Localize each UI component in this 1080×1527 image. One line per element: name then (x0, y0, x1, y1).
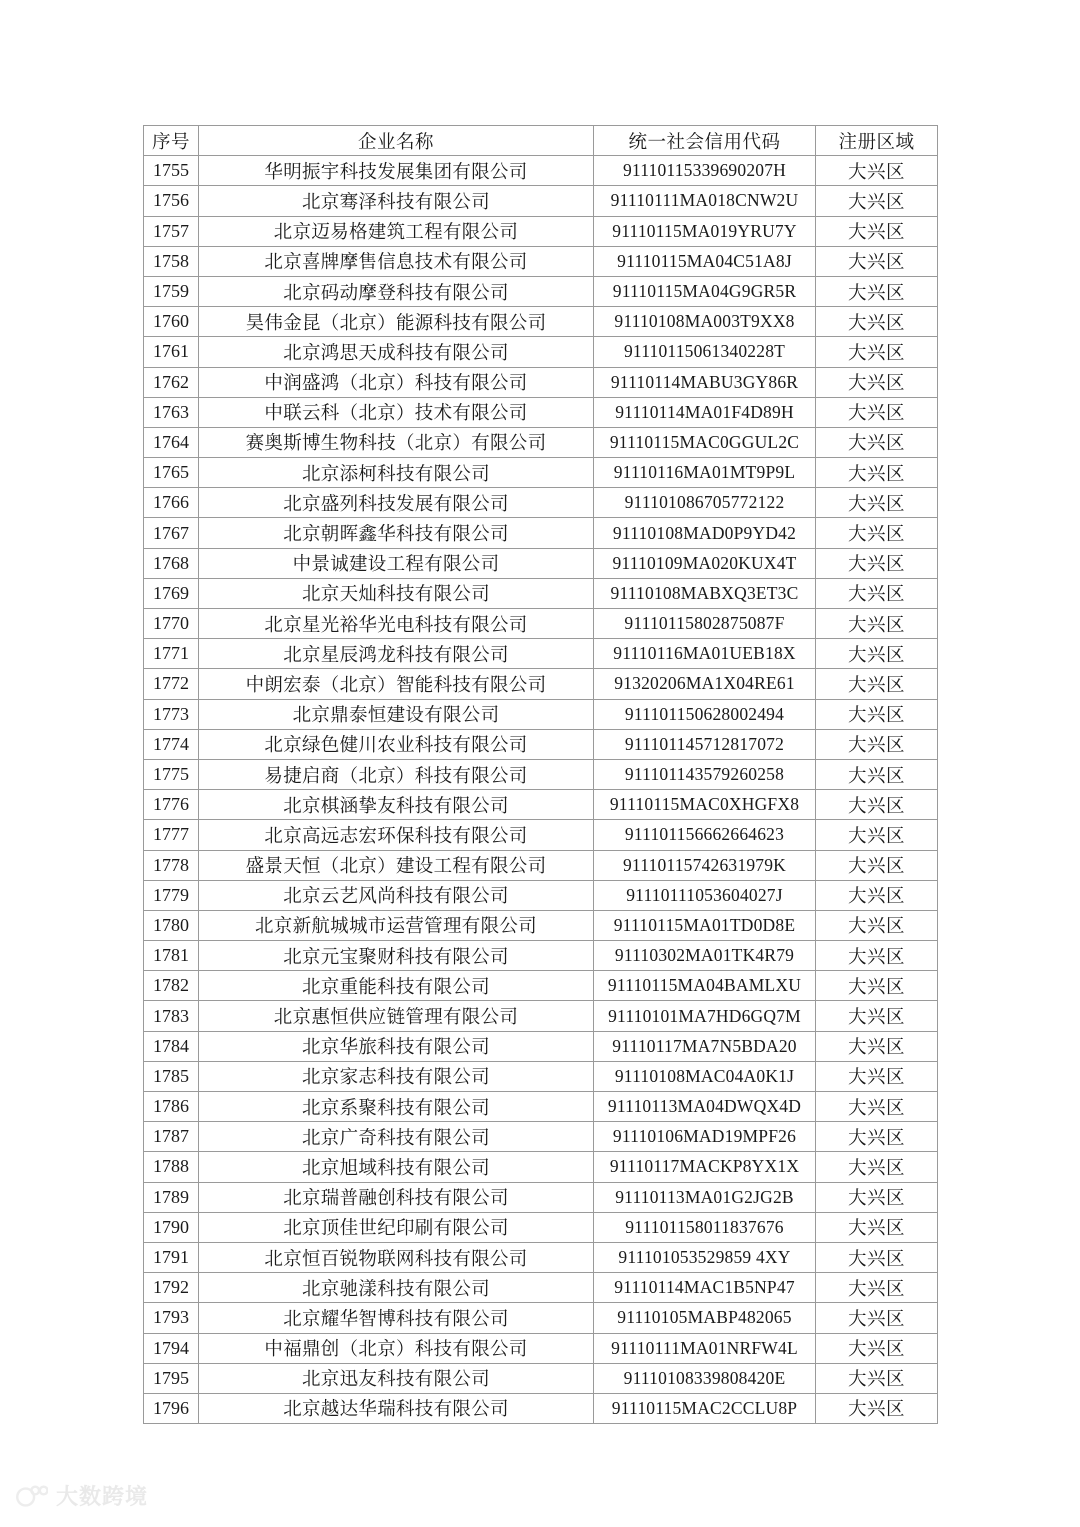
cell-credit-code: 91110105MABP482065 (594, 1303, 816, 1333)
cell-index: 1794 (144, 1333, 199, 1363)
column-header-name: 企业名称 (199, 126, 594, 156)
table-row (144, 397, 938, 427)
cell-enterprise-name: 中景诚建设工程有限公司 (199, 548, 594, 578)
table-row (144, 458, 938, 488)
cell-region: 大兴区 (816, 518, 938, 548)
cell-region: 大兴区 (816, 699, 938, 729)
cell-region: 大兴区 (816, 609, 938, 639)
cell-region: 大兴区 (816, 1061, 938, 1091)
table-body (144, 156, 938, 1424)
table-row (144, 307, 938, 337)
cell-index: 1770 (144, 609, 199, 639)
table-row (144, 609, 938, 639)
cell-index: 1782 (144, 971, 199, 1001)
dashu-logo-icon (14, 1484, 48, 1510)
cell-index: 1790 (144, 1212, 199, 1242)
cell-region: 大兴区 (816, 880, 938, 910)
cell-index: 1773 (144, 699, 199, 729)
cell-index: 1774 (144, 729, 199, 759)
table-row (144, 1182, 938, 1212)
cell-credit-code: 91110108MAC04A0K1J (594, 1061, 816, 1091)
cell-index: 1779 (144, 880, 199, 910)
cell-enterprise-name: 北京重能科技有限公司 (199, 971, 594, 1001)
cell-index: 1761 (144, 337, 199, 367)
cell-index: 1786 (144, 1092, 199, 1122)
table-row (144, 186, 938, 216)
cell-region: 大兴区 (816, 1152, 938, 1182)
cell-region: 大兴区 (816, 1363, 938, 1393)
cell-enterprise-name: 北京高远志宏环保科技有限公司 (199, 820, 594, 850)
cell-credit-code: 91110114MAC1B5NP47 (594, 1273, 816, 1303)
cell-region: 大兴区 (816, 367, 938, 397)
table-row (144, 1303, 938, 1333)
cell-enterprise-name: 北京鸿思天成科技有限公司 (199, 337, 594, 367)
cell-index: 1771 (144, 639, 199, 669)
table-row (144, 1152, 938, 1182)
cell-index: 1764 (144, 427, 199, 457)
cell-enterprise-name: 北京云艺风尚科技有限公司 (199, 880, 594, 910)
cell-credit-code: 91110115MA04G9GR5R (594, 276, 816, 306)
cell-credit-code: 911101158011837676 (594, 1212, 816, 1242)
table-row (144, 367, 938, 397)
cell-region: 大兴区 (816, 850, 938, 880)
cell-enterprise-name: 北京惠恒供应链管理有限公司 (199, 1001, 594, 1031)
table-row (144, 216, 938, 246)
cell-credit-code: 911101145712817072 (594, 729, 816, 759)
cell-region: 大兴区 (816, 458, 938, 488)
cell-region: 大兴区 (816, 971, 938, 1001)
cell-credit-code: 911101156662664623 (594, 820, 816, 850)
cell-region: 大兴区 (816, 186, 938, 216)
cell-index: 1762 (144, 367, 199, 397)
cell-region: 大兴区 (816, 1212, 938, 1242)
cell-index: 1788 (144, 1152, 199, 1182)
table-row (144, 971, 938, 1001)
table-row (144, 941, 938, 971)
cell-credit-code: 91110302MA01TK4R79 (594, 941, 816, 971)
cell-region: 大兴区 (816, 1303, 938, 1333)
cell-enterprise-name: 北京星光裕华光电科技有限公司 (199, 609, 594, 639)
cell-enterprise-name: 北京天灿科技有限公司 (199, 578, 594, 608)
cell-region: 大兴区 (816, 1031, 938, 1061)
table-row (144, 548, 938, 578)
cell-credit-code: 91110115MA04C51A8J (594, 246, 816, 276)
table-row (144, 156, 938, 186)
cell-region: 大兴区 (816, 1122, 938, 1152)
cell-index: 1793 (144, 1303, 199, 1333)
cell-region: 大兴区 (816, 246, 938, 276)
cell-enterprise-name: 北京骞泽科技有限公司 (199, 186, 594, 216)
table-header-row (144, 126, 938, 156)
table-row (144, 699, 938, 729)
cell-credit-code: 91110116MA01UEB18X (594, 639, 816, 669)
table-row (144, 790, 938, 820)
cell-index: 1791 (144, 1242, 199, 1272)
cell-enterprise-name: 中润盛鸿（北京）科技有限公司 (199, 367, 594, 397)
cell-region: 大兴区 (816, 488, 938, 518)
cell-region: 大兴区 (816, 578, 938, 608)
table-row (144, 1273, 938, 1303)
table-header (144, 126, 938, 156)
table-row (144, 1031, 938, 1061)
cell-credit-code: 91110106MAD19MPF26 (594, 1122, 816, 1152)
table-row (144, 1333, 938, 1363)
table-row (144, 729, 938, 759)
cell-credit-code: 91110101MA7HD6GQ7M (594, 1001, 816, 1031)
cell-index: 1769 (144, 578, 199, 608)
cell-index: 1767 (144, 518, 199, 548)
cell-enterprise-name: 中联云科（北京）技术有限公司 (199, 397, 594, 427)
cell-enterprise-name: 北京元宝聚财科技有限公司 (199, 941, 594, 971)
cell-index: 1768 (144, 548, 199, 578)
cell-enterprise-name: 北京棋涵挚友科技有限公司 (199, 790, 594, 820)
cell-credit-code: 91110111MA01NRFW4L (594, 1333, 816, 1363)
cell-credit-code: 911101150628002494 (594, 699, 816, 729)
column-header-region: 注册区域 (816, 126, 938, 156)
cell-credit-code: 911101086705772122 (594, 488, 816, 518)
cell-enterprise-name: 北京驰漾科技有限公司 (199, 1273, 594, 1303)
cell-enterprise-name: 北京鼎泰恒建设有限公司 (199, 699, 594, 729)
cell-credit-code: 91110114MA01F4D89H (594, 397, 816, 427)
cell-index: 1759 (144, 276, 199, 306)
cell-index: 1796 (144, 1393, 199, 1423)
cell-index: 1789 (144, 1182, 199, 1212)
table-row (144, 578, 938, 608)
cell-credit-code: 911101053529859 4XY (594, 1242, 816, 1272)
cell-index: 1758 (144, 246, 199, 276)
cell-region: 大兴区 (816, 669, 938, 699)
cell-credit-code: 91110111MA018CNW2U (594, 186, 816, 216)
cell-enterprise-name: 北京越达华瑞科技有限公司 (199, 1393, 594, 1423)
cell-enterprise-name: 北京广奇科技有限公司 (199, 1122, 594, 1152)
table-row (144, 910, 938, 940)
cell-index: 1778 (144, 850, 199, 880)
cell-credit-code: 91110113MA01G2JG2B (594, 1182, 816, 1212)
cell-enterprise-name: 北京系聚科技有限公司 (199, 1092, 594, 1122)
cell-index: 1785 (144, 1061, 199, 1091)
table-row (144, 246, 938, 276)
table-row (144, 1092, 938, 1122)
cell-credit-code: 91110115MAC0GGUL2C (594, 427, 816, 457)
cell-credit-code: 911101143579260258 (594, 759, 816, 789)
table-row (144, 669, 938, 699)
table-row (144, 427, 938, 457)
cell-index: 1781 (144, 941, 199, 971)
cell-credit-code: 91320206MA1X04RE61 (594, 669, 816, 699)
cell-enterprise-name: 赛奥斯博生物科技（北京）有限公司 (199, 427, 594, 457)
cell-credit-code: 91110108MAD0P9YD42 (594, 518, 816, 548)
cell-credit-code: 91110115MA04BAMLXU (594, 971, 816, 1001)
cell-credit-code: 91110115061340228T (594, 337, 816, 367)
cell-credit-code: 91110115339690207H (594, 156, 816, 186)
cell-region: 大兴区 (816, 790, 938, 820)
watermark-text: 大数跨境 (56, 1484, 149, 1509)
cell-enterprise-name: 北京耀华智博科技有限公司 (199, 1303, 594, 1333)
column-header-index: 序号 (144, 126, 199, 156)
table-row (144, 1212, 938, 1242)
table-row (144, 1393, 938, 1423)
column-header-code: 统一社会信用代码 (594, 126, 816, 156)
cell-enterprise-name: 北京华旅科技有限公司 (199, 1031, 594, 1061)
cell-enterprise-name: 北京家志科技有限公司 (199, 1061, 594, 1091)
cell-index: 1787 (144, 1122, 199, 1152)
cell-index: 1776 (144, 790, 199, 820)
cell-index: 1765 (144, 458, 199, 488)
registry-table-container (143, 125, 937, 1424)
cell-credit-code: 91110115MA01TD0D8E (594, 910, 816, 940)
table-row (144, 1363, 938, 1393)
cell-credit-code: 91110108339808420E (594, 1363, 816, 1393)
cell-index: 1795 (144, 1363, 199, 1393)
cell-region: 大兴区 (816, 729, 938, 759)
cell-enterprise-name: 北京新航城城市运营管理有限公司 (199, 910, 594, 940)
cell-credit-code: 91110113MA04DWQX4D (594, 1092, 816, 1122)
cell-index: 1757 (144, 216, 199, 246)
cell-credit-code: 91110117MA7N5BDA20 (594, 1031, 816, 1061)
cell-credit-code: 91110111053604027J (594, 880, 816, 910)
cell-index: 1760 (144, 307, 199, 337)
cell-enterprise-name: 北京喜牌摩售信息技术有限公司 (199, 246, 594, 276)
enterprise-registry-table (143, 125, 938, 1424)
cell-index: 1783 (144, 1001, 199, 1031)
cell-credit-code: 91110116MA01MT9P9L (594, 458, 816, 488)
cell-region: 大兴区 (816, 276, 938, 306)
cell-region: 大兴区 (816, 397, 938, 427)
cell-enterprise-name: 昊伟金昆（北京）能源科技有限公司 (199, 307, 594, 337)
cell-index: 1775 (144, 759, 199, 789)
cell-index: 1772 (144, 669, 199, 699)
cell-enterprise-name: 易捷启商（北京）科技有限公司 (199, 759, 594, 789)
cell-enterprise-name: 华明振宇科技发展集团有限公司 (199, 156, 594, 186)
cell-region: 大兴区 (816, 639, 938, 669)
cell-enterprise-name: 北京顶佳世纪印刷有限公司 (199, 1212, 594, 1242)
cell-region: 大兴区 (816, 941, 938, 971)
table-row (144, 488, 938, 518)
table-row (144, 639, 938, 669)
cell-credit-code: 91110117MACKP8YX1X (594, 1152, 816, 1182)
table-row (144, 1061, 938, 1091)
cell-region: 大兴区 (816, 1182, 938, 1212)
table-row (144, 1001, 938, 1031)
cell-region: 大兴区 (816, 156, 938, 186)
cell-region: 大兴区 (816, 337, 938, 367)
cell-index: 1766 (144, 488, 199, 518)
cell-region: 大兴区 (816, 1333, 938, 1363)
cell-region: 大兴区 (816, 1001, 938, 1031)
cell-credit-code: 91110115MAC2CCLU8P (594, 1393, 816, 1423)
cell-credit-code: 91110109MA020KUX4T (594, 548, 816, 578)
cell-enterprise-name: 北京朝晖鑫华科技有限公司 (199, 518, 594, 548)
cell-credit-code: 91110108MA003T9XX8 (594, 307, 816, 337)
cell-region: 大兴区 (816, 307, 938, 337)
cell-enterprise-name: 北京码动摩登科技有限公司 (199, 276, 594, 306)
cell-credit-code: 91110115MA019YRU7Y (594, 216, 816, 246)
table-row (144, 850, 938, 880)
table-row (144, 759, 938, 789)
table-row (144, 880, 938, 910)
cell-region: 大兴区 (816, 759, 938, 789)
table-row (144, 276, 938, 306)
cell-enterprise-name: 北京绿色健川农业科技有限公司 (199, 729, 594, 759)
table-row (144, 820, 938, 850)
cell-region: 大兴区 (816, 1092, 938, 1122)
cell-enterprise-name: 北京旭域科技有限公司 (199, 1152, 594, 1182)
table-row (144, 518, 938, 548)
cell-region: 大兴区 (816, 216, 938, 246)
cell-enterprise-name: 北京迅友科技有限公司 (199, 1363, 594, 1393)
cell-region: 大兴区 (816, 427, 938, 457)
table-row (144, 337, 938, 367)
cell-enterprise-name: 中福鼎创（北京）科技有限公司 (199, 1333, 594, 1363)
cell-credit-code: 91110115MAC0XHGFX8 (594, 790, 816, 820)
cell-index: 1756 (144, 186, 199, 216)
cell-credit-code: 91110115742631979K (594, 850, 816, 880)
cell-index: 1784 (144, 1031, 199, 1061)
cell-credit-code: 91110115802875087F (594, 609, 816, 639)
cell-region: 大兴区 (816, 1393, 938, 1423)
cell-index: 1763 (144, 397, 199, 427)
cell-enterprise-name: 北京恒百锐物联网科技有限公司 (199, 1242, 594, 1272)
cell-index: 1792 (144, 1273, 199, 1303)
table-row (144, 1242, 938, 1272)
cell-index: 1755 (144, 156, 199, 186)
cell-region: 大兴区 (816, 548, 938, 578)
cell-region: 大兴区 (816, 1242, 938, 1272)
table-row (144, 1122, 938, 1152)
cell-enterprise-name: 北京盛列科技发展有限公司 (199, 488, 594, 518)
cell-credit-code: 91110114MABU3GY86R (594, 367, 816, 397)
cell-region: 大兴区 (816, 820, 938, 850)
cell-enterprise-name: 中朗宏泰（北京）智能科技有限公司 (199, 669, 594, 699)
cell-index: 1777 (144, 820, 199, 850)
cell-enterprise-name: 盛景天恒（北京）建设工程有限公司 (199, 850, 594, 880)
cell-region: 大兴区 (816, 1273, 938, 1303)
cell-credit-code: 91110108MABXQ3ET3C (594, 578, 816, 608)
cell-enterprise-name: 北京瑞普融创科技有限公司 (199, 1182, 594, 1212)
cell-enterprise-name: 北京星辰鸿龙科技有限公司 (199, 639, 594, 669)
cell-index: 1780 (144, 910, 199, 940)
watermark (14, 1484, 148, 1510)
cell-region: 大兴区 (816, 910, 938, 940)
cell-enterprise-name: 北京添柯科技有限公司 (199, 458, 594, 488)
cell-enterprise-name: 北京迈易格建筑工程有限公司 (199, 216, 594, 246)
